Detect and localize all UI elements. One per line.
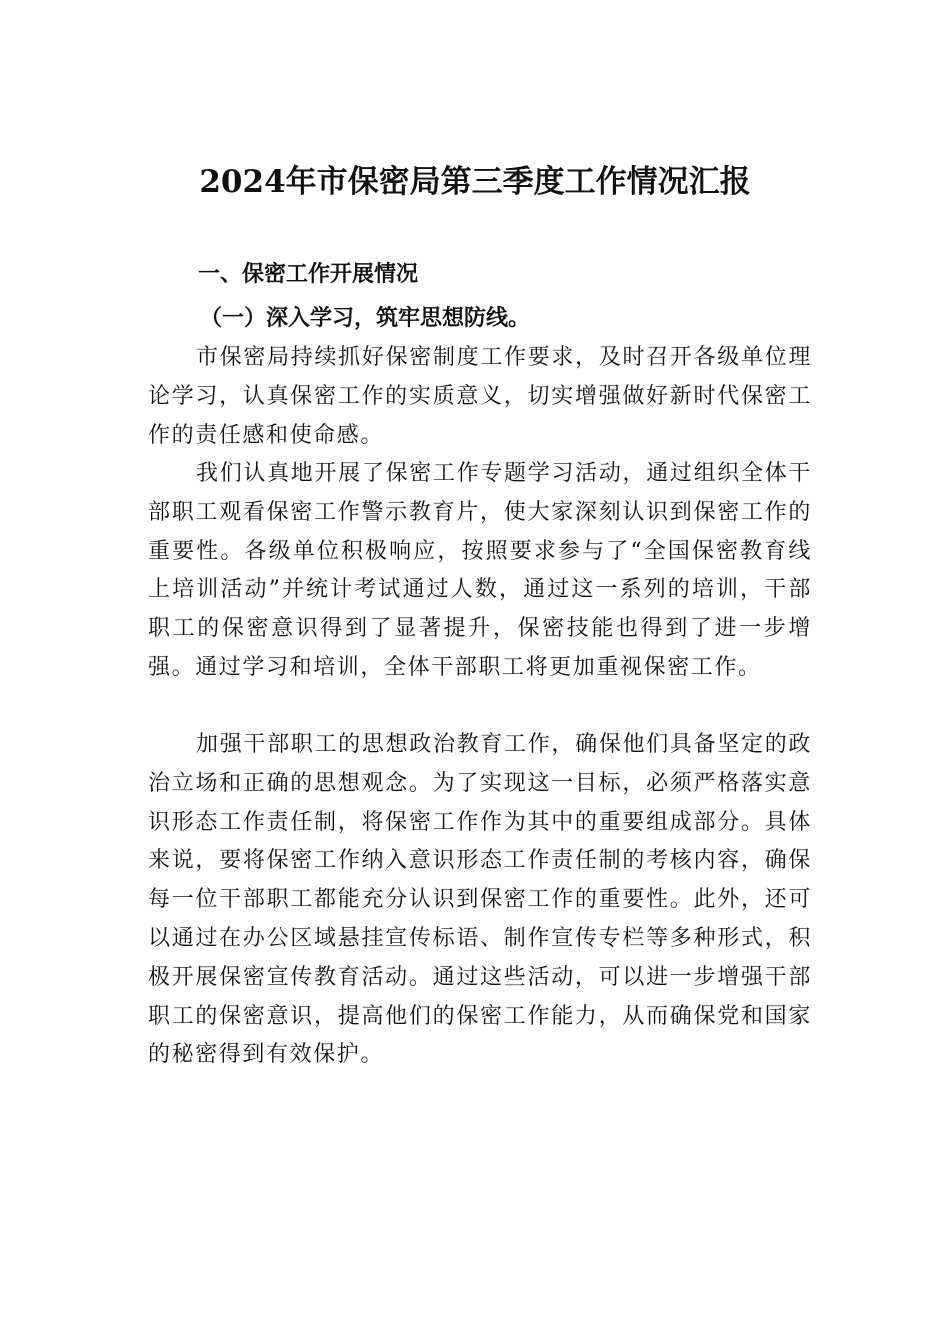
paragraph-3: 加强干部职工的思想政治教育工作，确保他们具备坚定的政治立场和正确的思想观念。为了实现这一目标，必须严格落实意识形态工作责任制，将保密工作作为其中的重要组成部分。具体来说，要将保密工作纳入意识形态工作责任制的考核内容，确保每一位干部职工都能充分认识到保密工作的重要性。此外，还可以通过在办公区域悬挂宣传标语、制作宣传专栏等多种形式，积极开展保密宣传教育活动。通过这些活动，可以进一步增强干部职工的保密意识，提高他们的保密工作能力，从而确保党和国家的秘密得到有效保护。 [148, 732, 812, 1068]
sub-heading: （一）深入学习，筑牢思想防线。 [200, 305, 531, 331]
section-heading: 一、保密工作开展情况 [198, 262, 419, 287]
document-title: 2024年市保密局第三季度工作情况汇报 [199, 164, 751, 200]
paragraph-1: 市保密局持续抓好保密制度工作要求，及时召开各级单位理论学习，认真保密工作的实质意义，切实增强做好新时代保密工作的责任感和使命感。 [148, 345, 812, 448]
paragraph-2: 我们认真地开展了保密工作专题学习活动，通过组织全体干部职工观看保密工作警示教育片，使大家深刻认识到保密工作的重要性。各级单位积极响应，按照要求参与了“全国保密教育线上培训活动”并统计考试通过人数，通过这一系列的培训，干部职工的保密意识得到了显著提升，保密技能也得到了进一步增强。通过学习和培训，全体干部职工将更加重视保密工作。 [148, 461, 812, 680]
